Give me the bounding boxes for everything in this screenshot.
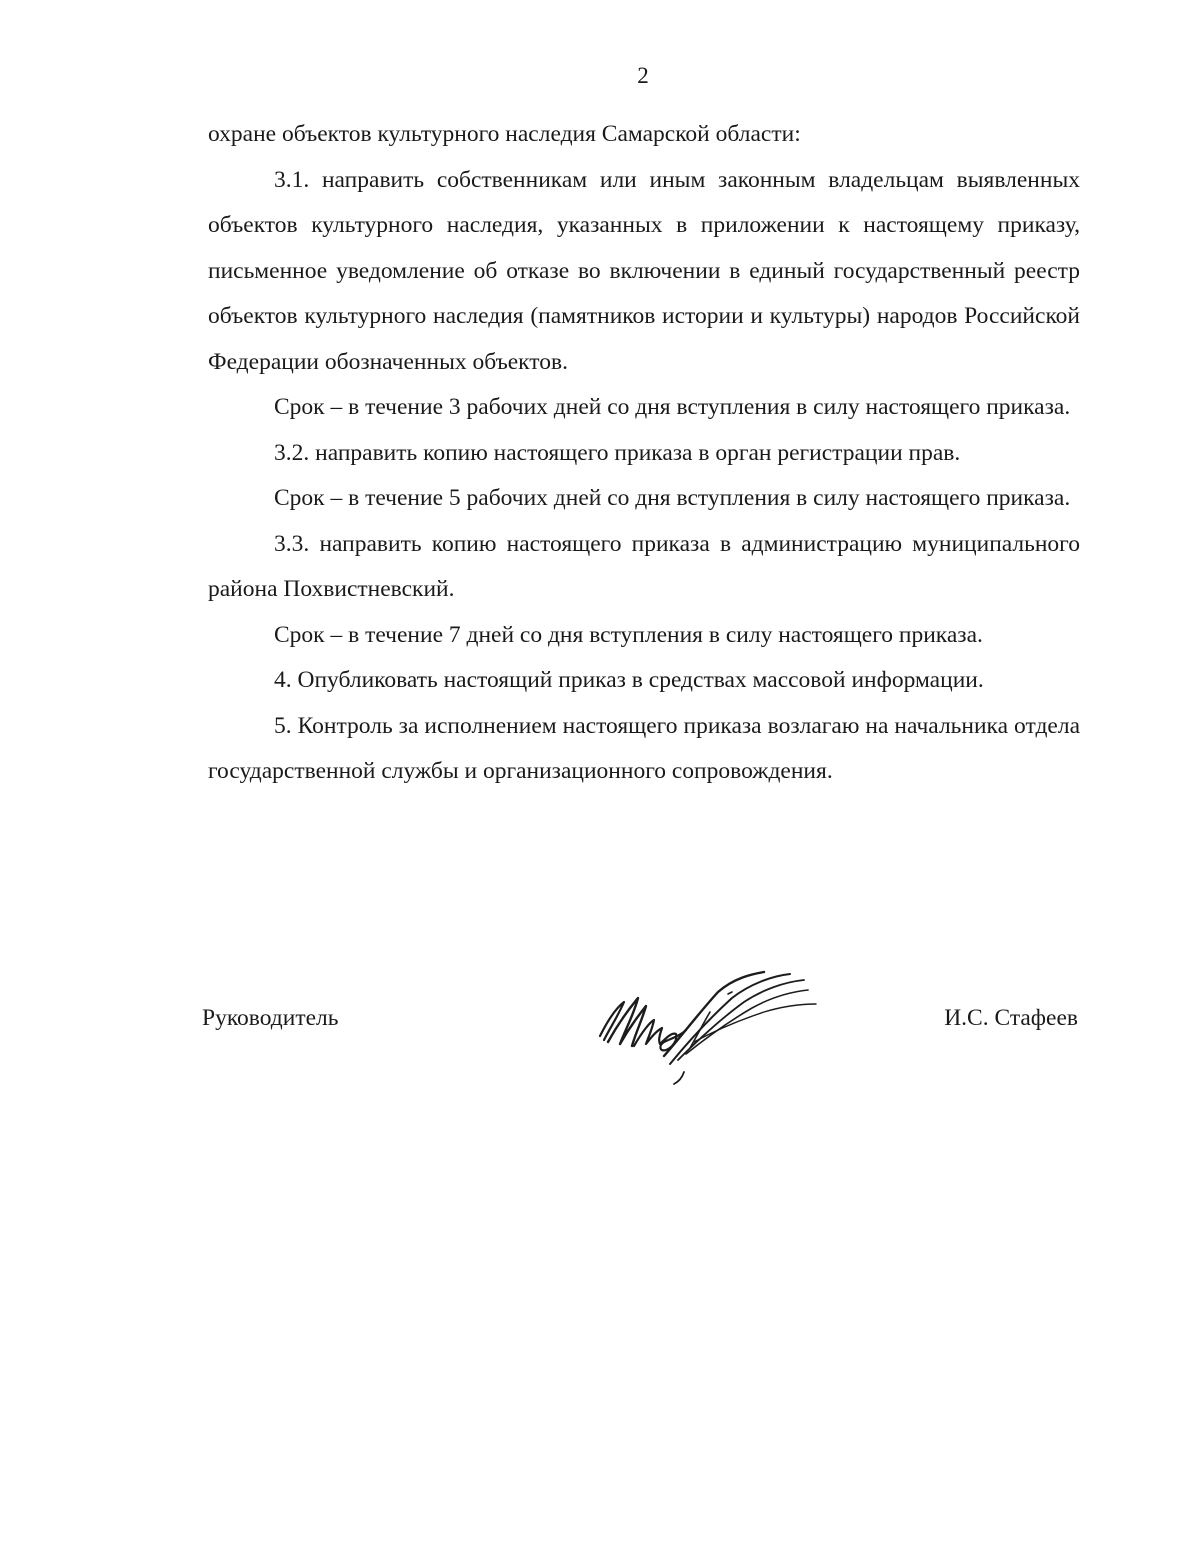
- document-body: [208, 112, 1080, 795]
- paragraph-item-3-3: 3.3. направить копию настоящего приказа в администрацию муниципального района Похвистневский.: [208, 530, 1080, 602]
- signature-icon: [594, 968, 834, 1088]
- paragraph-deadline-3-3: Срок – в течение 7 дней со дня вступления в силу настоящего приказа.: [274, 621, 983, 648]
- paragraph-deadline-3-1: Срок – в течение 3 рабочих дней со дня вступления в силу настоящего приказа.: [274, 394, 1071, 420]
- signature-block: [202, 998, 1082, 1118]
- signer-name: И.С. Стафеев: [944, 1005, 1078, 1031]
- paragraph-item-3-2: 3.2. направить копию настоящего приказа в орган регистрации прав.: [274, 439, 961, 466]
- paragraph-deadline-3-2: Срок – в течение 5 рабочих дней со дня вступления в силу настоящего приказа.: [274, 485, 1071, 511]
- paragraph-item-3-1: 3.1. направить собственникам или иным законным владельцам выявленных объектов культурного наследия, указанных в приложении к настоящему приказу, письменное уведомление об отказе во включении в единый государственный реестр объектов культурного наследия (памятников истории и культуры) народов Российской Федерации обозначенных объектов.: [208, 166, 1080, 375]
- page-number: 2: [637, 63, 649, 88]
- paragraph-item-5: 5. Контроль за исполнением настоящего приказа возлагаю на начальника отдела государственной службы и организационного сопровождения.: [208, 712, 1080, 784]
- paragraph-item-4: 4. Опубликовать настоящий приказ в средствах массовой информации.: [274, 667, 984, 693]
- signer-position: Руководитель: [202, 1005, 339, 1031]
- paragraph-intro: охране объектов культурного наследия Самарской области:: [208, 121, 801, 147]
